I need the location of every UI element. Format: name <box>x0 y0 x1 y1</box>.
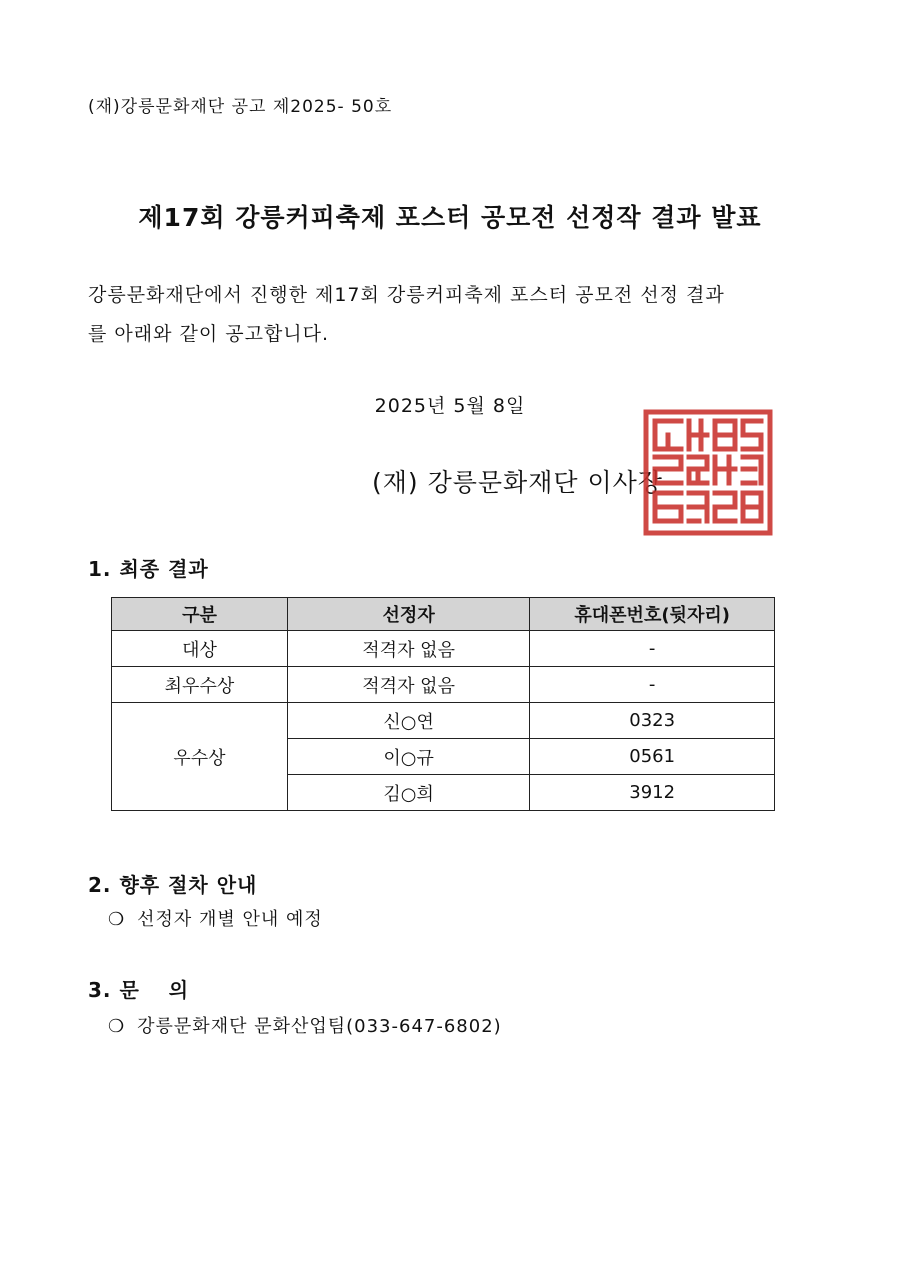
section-2-item-text: 선정자 개별 안내 예정 <box>137 909 323 930</box>
header-phone: 휴대폰번호(뒷자리) <box>530 598 775 631</box>
intro-paragraph <box>88 276 823 354</box>
official-seal-stamp <box>643 409 773 536</box>
cell-phone: 0561 <box>530 739 775 775</box>
section-3-number: 3. <box>88 978 112 1002</box>
section-3-title: 문의 <box>119 978 219 1002</box>
cell-winner: 이○규 <box>287 739 529 775</box>
cell-category: 대상 <box>112 631 288 667</box>
cell-phone: - <box>530 667 775 703</box>
cell-phone: 0323 <box>530 703 775 739</box>
cell-category: 우수상 <box>112 703 288 811</box>
document-title: 제17회 강릉커피축제 포스터 공모전 선정작 결과 발표 <box>138 203 762 232</box>
section-1-number: 1. <box>88 557 112 581</box>
issuer-name: (재) 강릉문화재단 이사장 <box>372 468 663 497</box>
cell-phone: - <box>530 631 775 667</box>
section-1-heading <box>88 553 209 582</box>
section-1-title: 최종 결과 <box>119 557 209 581</box>
cell-winner: 신○연 <box>287 703 529 739</box>
section-3-item-text: 강릉문화재단 문화산업팀(033-647-6802) <box>137 1016 502 1037</box>
cell-winner: 적격자 없음 <box>287 631 529 667</box>
result-table <box>111 597 775 811</box>
table-row <box>112 667 775 703</box>
notice-number: (재)강릉문화재단 공고 제2025- 50호 <box>88 97 393 117</box>
table-header-row <box>112 598 775 631</box>
section-2-heading <box>88 869 257 898</box>
intro-line-2: 를 아래와 같이 공고합니다. <box>88 323 330 345</box>
section-3-heading <box>88 974 218 1003</box>
section-2-title: 향후 절차 안내 <box>119 873 258 897</box>
section-2-number: 2. <box>88 873 112 897</box>
cell-category: 최우수상 <box>112 667 288 703</box>
table-row <box>112 631 775 667</box>
header-category: 구분 <box>112 598 288 631</box>
circle-bullet-icon: ❍ <box>108 909 126 930</box>
circle-bullet-icon: ❍ <box>108 1016 126 1037</box>
announcement-date: 2025년 5월 8일 <box>374 395 526 417</box>
section-3-item <box>108 1012 502 1038</box>
header-winner: 선정자 <box>287 598 529 631</box>
intro-line-1: 강릉문화재단에서 진행한 제17회 강릉커피축제 포스터 공모전 선정 결과 <box>88 284 725 306</box>
table-row <box>112 703 775 739</box>
cell-winner: 적격자 없음 <box>287 667 529 703</box>
section-2-item <box>108 905 323 931</box>
cell-phone: 3912 <box>530 775 775 811</box>
cell-winner: 김○희 <box>287 775 529 811</box>
